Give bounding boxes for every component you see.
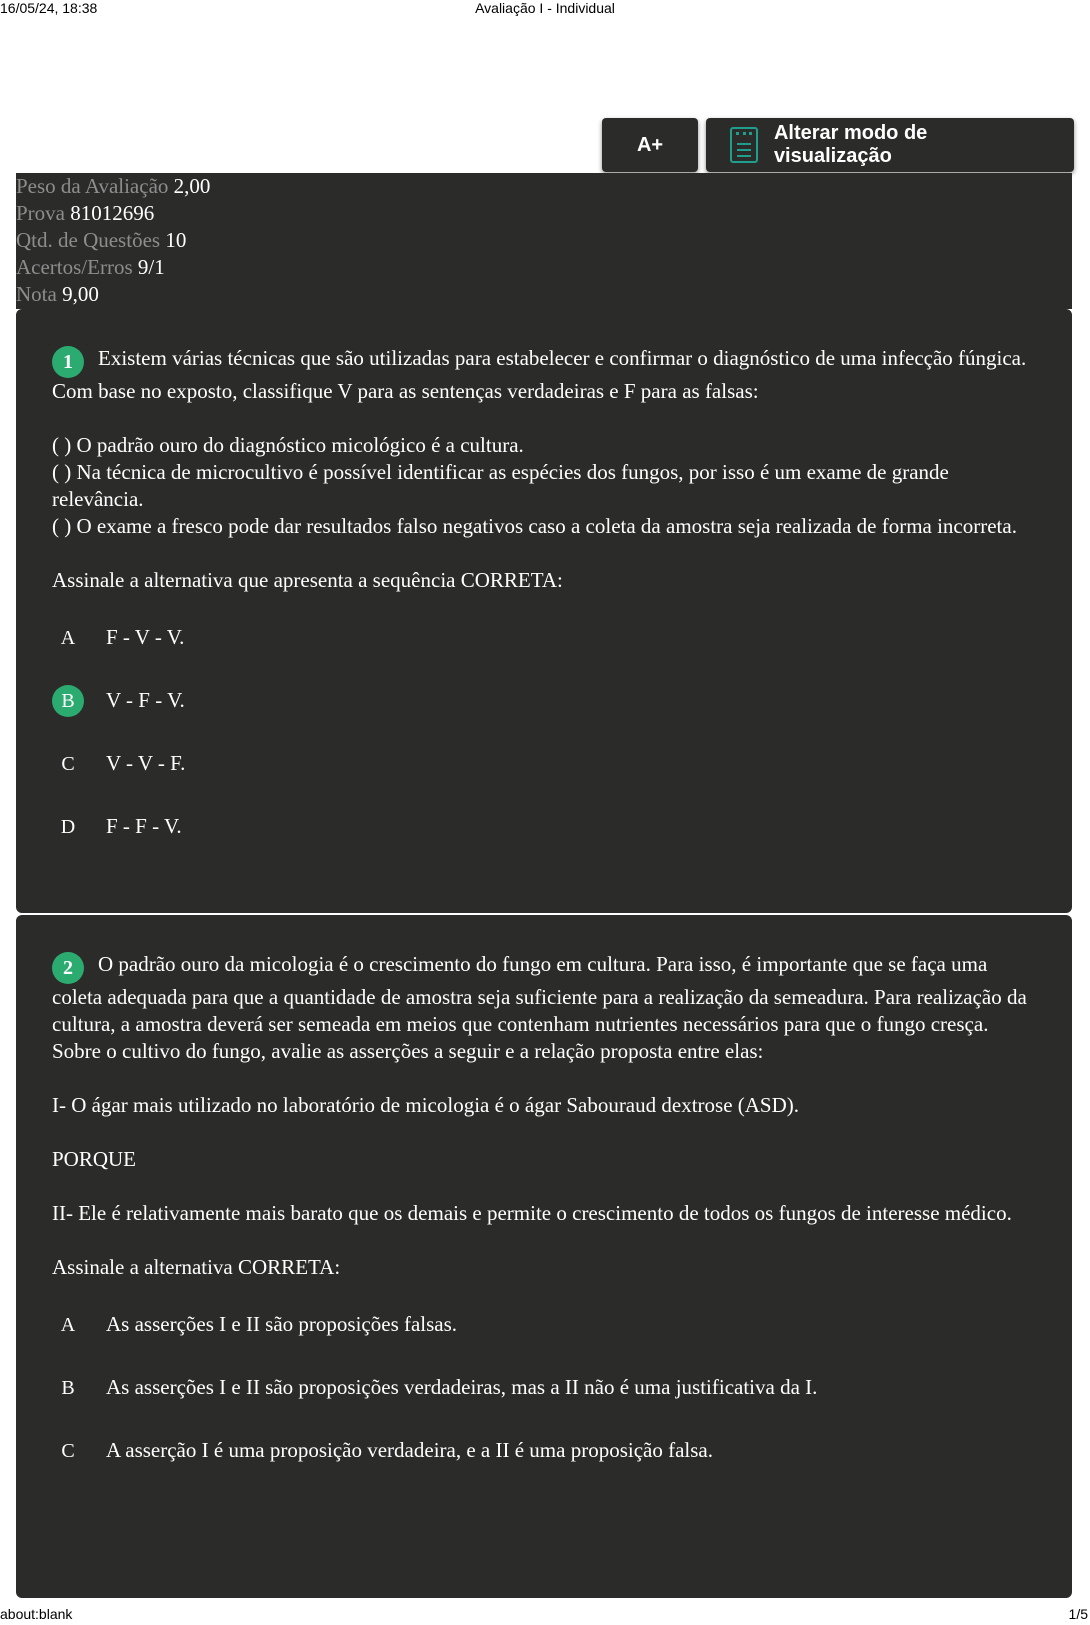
alternative-text: As asserções I e II são proposições verdadeiras, mas a II não é uma justificativa da I. bbox=[106, 1375, 818, 1399]
print-page-number: 1/5 bbox=[1068, 1606, 1088, 1622]
question-text bbox=[52, 345, 1036, 594]
alternative-c[interactable] bbox=[52, 1419, 1036, 1482]
statement: ( ) O exame a fresco pode dar resultados falso negativos caso a coleta da amostra seja realizada de forma incorreta. bbox=[52, 514, 1017, 538]
alternative-text: As asserções I e II são proposições falsas. bbox=[106, 1312, 458, 1336]
alternative-letter-selected: B bbox=[52, 685, 84, 717]
alternative-a[interactable] bbox=[52, 1293, 1036, 1356]
assertion-connector: PORQUE bbox=[52, 1147, 137, 1171]
change-view-mode-label: Alterar modo de visualização bbox=[773, 122, 928, 167]
summary-row-question-count bbox=[16, 227, 1072, 254]
assertion-2: II- Ele é relativamente mais barato que os demais e permite o crescimento de todos os fungos de interesse médico. bbox=[52, 1201, 1012, 1225]
summary-label: Acertos/Erros bbox=[16, 255, 133, 279]
toolbar bbox=[602, 118, 1074, 172]
alternative-c[interactable] bbox=[52, 732, 1036, 795]
alternative-letter: A bbox=[60, 626, 76, 649]
summary-label: Nota bbox=[16, 282, 57, 306]
alternative-text: V - V - F. bbox=[106, 751, 186, 775]
print-url: about:blank bbox=[0, 1606, 73, 1622]
summary-value: 10 bbox=[165, 228, 187, 252]
summary-row-hits-misses bbox=[16, 254, 1072, 281]
assertion-1: I- O ágar mais utilizado no laboratório de micologia é o ágar Sabouraud dextrose (ASD). bbox=[52, 1093, 800, 1117]
alternative-text: F - F - V. bbox=[106, 814, 182, 838]
summary-row-grade bbox=[16, 281, 1072, 308]
alternative-text: V - F - V. bbox=[106, 688, 185, 712]
alternative-letter: D bbox=[60, 815, 76, 838]
print-datetime: 16/05/24, 18:38 bbox=[0, 0, 98, 16]
print-footer bbox=[0, 1606, 1090, 1624]
print-header bbox=[0, 0, 1090, 18]
alternatives-list bbox=[52, 1293, 1036, 1482]
question-number-badge: 2 bbox=[52, 952, 84, 984]
alternative-letter: A bbox=[60, 1313, 76, 1336]
document-icon bbox=[730, 127, 758, 163]
alternative-letter: C bbox=[61, 1439, 75, 1462]
summary-row-exam bbox=[16, 200, 1072, 227]
increase-font-button[interactable]: A+ bbox=[602, 118, 698, 172]
alternative-b[interactable] bbox=[52, 1356, 1036, 1419]
summary-value: 9,00 bbox=[62, 282, 99, 306]
summary-row-weight bbox=[16, 173, 1072, 200]
change-view-mode-button[interactable] bbox=[706, 118, 1074, 172]
exam-summary bbox=[16, 173, 1072, 309]
print-title: Avaliação I - Individual bbox=[475, 0, 615, 16]
question-text bbox=[52, 951, 1036, 1281]
statement: ( ) O padrão ouro do diagnóstico micológico é a cultura. bbox=[52, 433, 524, 457]
summary-value: 81012696 bbox=[70, 201, 155, 225]
question-card-1 bbox=[16, 309, 1072, 913]
alternative-d[interactable] bbox=[52, 795, 1036, 858]
alternative-b[interactable] bbox=[52, 669, 1036, 732]
alternatives-list bbox=[52, 606, 1036, 858]
question-card-2 bbox=[16, 915, 1072, 1598]
summary-value: 2,00 bbox=[173, 174, 211, 198]
alternative-text: A asserção I é uma proposição verdadeira, e a II é uma proposição falsa. bbox=[106, 1438, 713, 1462]
question-prompt: Assinale a alternativa que apresenta a sequência CORRETA: bbox=[52, 568, 563, 592]
question-number-badge: 1 bbox=[52, 346, 84, 378]
question-intro: O padrão ouro da micologia é o crescimento do fungo em cultura. Para isso, é importante que se faça uma coleta adequada para que a quantidade de amostra seja suficiente para a realização da semeadura. Para realização da cultura, a amostra deverá ser semeada em meios que contenham nutrientes necessários para que o fungo cresça. Sobre o cultivo do fungo, avalie as asserções a seguir e a relação proposta entre elas: bbox=[52, 952, 1027, 1063]
summary-label: Prova bbox=[16, 201, 65, 225]
summary-label: Qtd. de Questões bbox=[16, 228, 161, 252]
summary-value: 9/1 bbox=[137, 255, 165, 279]
question-prompt: Assinale a alternativa CORRETA: bbox=[52, 1255, 341, 1279]
question-intro: Existem várias técnicas que são utilizadas para estabelecer e confirmar o diagnóstico de uma infecção fúngica. Com base no exposto, classifique V para as sentenças verdadeiras e F para as falsas: bbox=[52, 346, 1027, 403]
alternative-letter: C bbox=[61, 752, 75, 775]
summary-label: Peso da Avaliação bbox=[16, 174, 169, 198]
statement: ( ) Na técnica de microcultivo é possível identificar as espécies dos fungos, por isso é um exame de grande relevância. bbox=[52, 460, 949, 511]
alternative-text: F - V - V. bbox=[106, 625, 185, 649]
alternative-a[interactable] bbox=[52, 606, 1036, 669]
alternative-letter: B bbox=[61, 1376, 75, 1399]
